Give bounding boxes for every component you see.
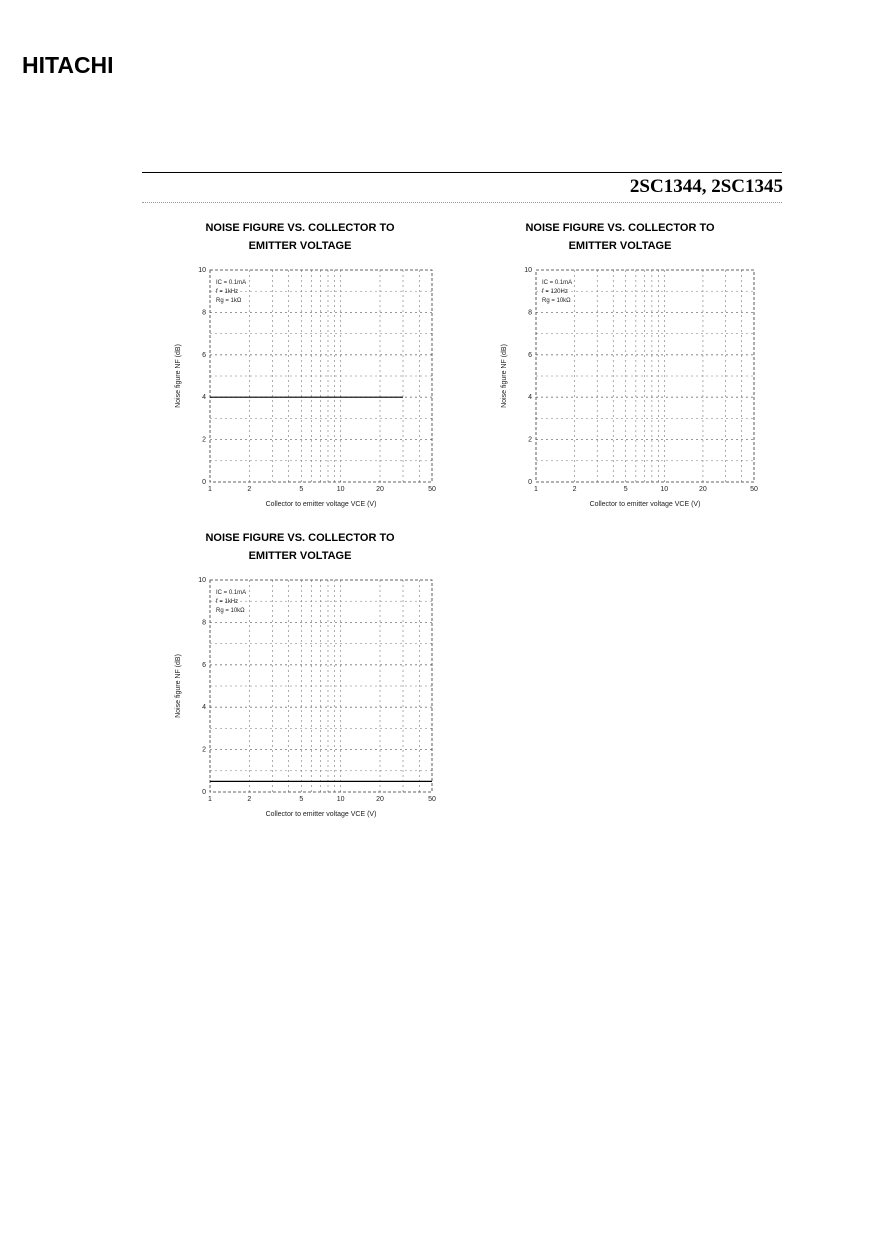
x-axis-label: Collector to emitter voltage VCE (V) — [265, 811, 377, 818]
chart-2-svg — [500, 262, 780, 512]
chart-1-title-block — [180, 219, 420, 255]
hitachi-logo: HITACHI — [22, 52, 114, 78]
y-tick-label: 8 — [202, 619, 206, 627]
x-tick-label: 10 — [660, 486, 669, 493]
x-tick-label: 5 — [299, 796, 304, 803]
legend-entry: IC = 0.1mA — [216, 590, 247, 596]
legend-entry: f = 1kHz — [216, 289, 239, 295]
x-tick-label: 2 — [247, 486, 252, 493]
header-rule — [142, 172, 782, 173]
legend-entry: f = 120Hz — [542, 289, 568, 295]
x-tick-label: 1 — [534, 486, 538, 493]
x-tick-label: 5 — [299, 486, 304, 493]
chart-3-title: NOISE FIGURE VS. COLLECTOR TO — [205, 532, 395, 544]
y-tick-label: 10 — [524, 267, 532, 274]
x-tick-label: 20 — [376, 796, 384, 803]
y-tick-label: 6 — [202, 351, 206, 359]
y-tick-label: 8 — [202, 309, 206, 317]
y-tick-label: 0 — [528, 479, 532, 486]
chart-2-title-block — [500, 219, 740, 255]
chart-2 — [500, 262, 780, 512]
x-tick-label: 1 — [208, 486, 212, 493]
y-tick-label: 10 — [198, 577, 206, 584]
chart-3 — [172, 572, 452, 822]
y-tick-label: 2 — [528, 436, 532, 444]
legend-entry: IC = 0.1mA — [216, 280, 247, 286]
chart-1-subtitle: EMITTER VOLTAGE — [248, 240, 352, 252]
x-tick-label: 50 — [750, 486, 758, 493]
x-tick-label: 20 — [376, 486, 384, 493]
y-tick-label: 2 — [202, 436, 206, 444]
y-tick-label: 0 — [202, 479, 206, 486]
legend-entry: f = 1kHz — [216, 599, 239, 605]
chart-2-title: NOISE FIGURE VS. COLLECTOR TO — [525, 222, 715, 234]
chart-3-title-block — [180, 529, 420, 565]
y-tick-label: 2 — [202, 746, 206, 754]
legend-entry: Rg = 10kΩ — [542, 298, 571, 304]
y-axis-label: Noise figure NF (dB) — [175, 344, 182, 408]
y-tick-label: 0 — [202, 789, 206, 796]
chart-1-title: NOISE FIGURE VS. COLLECTOR TO — [205, 222, 395, 234]
y-tick-label: 4 — [202, 394, 206, 402]
header-dotted-rule — [142, 202, 782, 203]
y-tick-label: 10 — [198, 267, 206, 274]
chart-2-subtitle: EMITTER VOLTAGE — [568, 240, 672, 252]
x-tick-label: 50 — [428, 796, 436, 803]
legend-entry: Rg = 10kΩ — [216, 608, 245, 614]
x-tick-label: 2 — [247, 796, 252, 803]
y-tick-label: 6 — [202, 661, 206, 669]
part-numbers: 2SC1344, 2SC1345 — [629, 176, 783, 197]
y-tick-label: 4 — [202, 704, 206, 712]
chart-3-svg — [172, 572, 452, 822]
x-tick-label: 10 — [336, 486, 345, 493]
x-axis-label: Collector to emitter voltage VCE (V) — [589, 501, 701, 508]
y-tick-label: 6 — [528, 351, 532, 359]
legend-entry: Rg = 1kΩ — [216, 298, 242, 304]
chart-1-svg — [172, 262, 452, 512]
x-tick-label: 1 — [208, 796, 212, 803]
chart-1 — [172, 262, 452, 512]
y-tick-label: 4 — [528, 394, 532, 402]
x-tick-label: 2 — [572, 486, 577, 493]
x-tick-label: 50 — [428, 486, 436, 493]
y-tick-label: 8 — [528, 309, 532, 317]
x-axis-label: Collector to emitter voltage VCE (V) — [265, 501, 377, 508]
x-tick-label: 10 — [336, 796, 345, 803]
chart-3-subtitle: EMITTER VOLTAGE — [248, 550, 352, 562]
y-axis-label: Noise figure NF (dB) — [501, 344, 508, 408]
legend-entry: IC = 0.1mA — [542, 280, 573, 286]
x-tick-label: 5 — [623, 486, 628, 493]
y-axis-label: Noise figure NF (dB) — [175, 654, 182, 718]
x-tick-label: 20 — [699, 486, 707, 493]
